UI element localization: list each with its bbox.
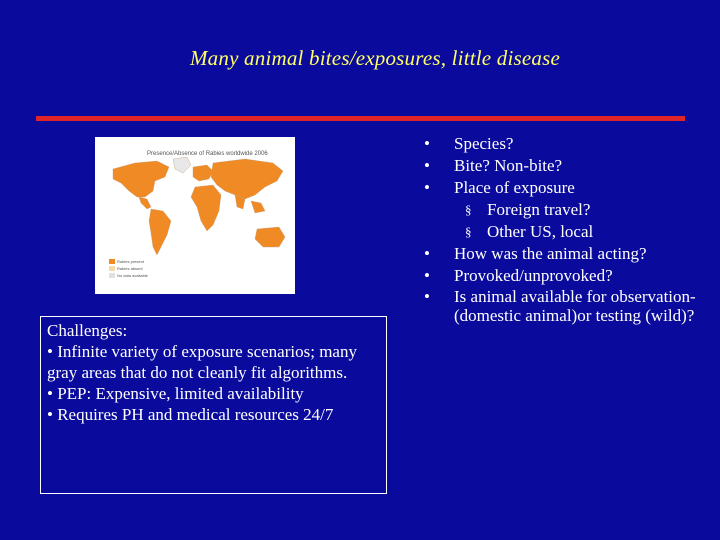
questions-list — [424, 133, 714, 325]
svg-text:Rabies present: Rabies present — [117, 259, 144, 264]
list-item: • How was the animal acting? — [424, 244, 647, 263]
bullet-marker: • — [424, 134, 430, 153]
list-item: • Bite? Non-bite? — [424, 156, 563, 175]
challenge-item: • Infinite variety of exposure scenarios; many gray areas that do not cleanly fit algorithms. — [47, 342, 357, 382]
world-map-figure — [95, 137, 295, 294]
bullet-marker: • — [424, 156, 430, 175]
sub-bullet-marker: § — [465, 224, 472, 239]
bullet-marker: • — [424, 287, 430, 306]
challenge-item: • PEP: Expensive, limited availability — [47, 384, 304, 403]
sub-list-item: § Foreign travel? — [465, 200, 591, 219]
challenges-box — [40, 316, 387, 494]
svg-text:No data available: No data available — [117, 273, 148, 278]
bullet-marker: • — [424, 244, 430, 263]
svg-text:Rabies absent: Rabies absent — [117, 266, 143, 271]
bullet-marker: • — [424, 178, 430, 197]
bullet-marker: • — [424, 266, 430, 285]
sub-list-item: § Other US, local — [465, 222, 594, 241]
list-item: • Is animal available for observation- (domestic animal)or testing (wild)? — [424, 287, 696, 325]
slide-title: Many animal bites/exposures, little disease — [189, 46, 560, 70]
list-item: • Provoked/unprovoked? — [424, 266, 613, 285]
title-divider — [36, 116, 685, 121]
world-map-image — [95, 137, 295, 294]
map-caption: Presence/Absence of Rabies worldwide 2006 — [147, 151, 268, 157]
sub-bullet-marker: § — [465, 202, 472, 217]
list-item: • Species? — [424, 134, 514, 153]
challenge-item: • Requires PH and medical resources 24/7 — [47, 405, 334, 424]
list-item: • Place of exposure — [424, 178, 575, 197]
challenges-heading: Challenges: — [47, 321, 128, 340]
